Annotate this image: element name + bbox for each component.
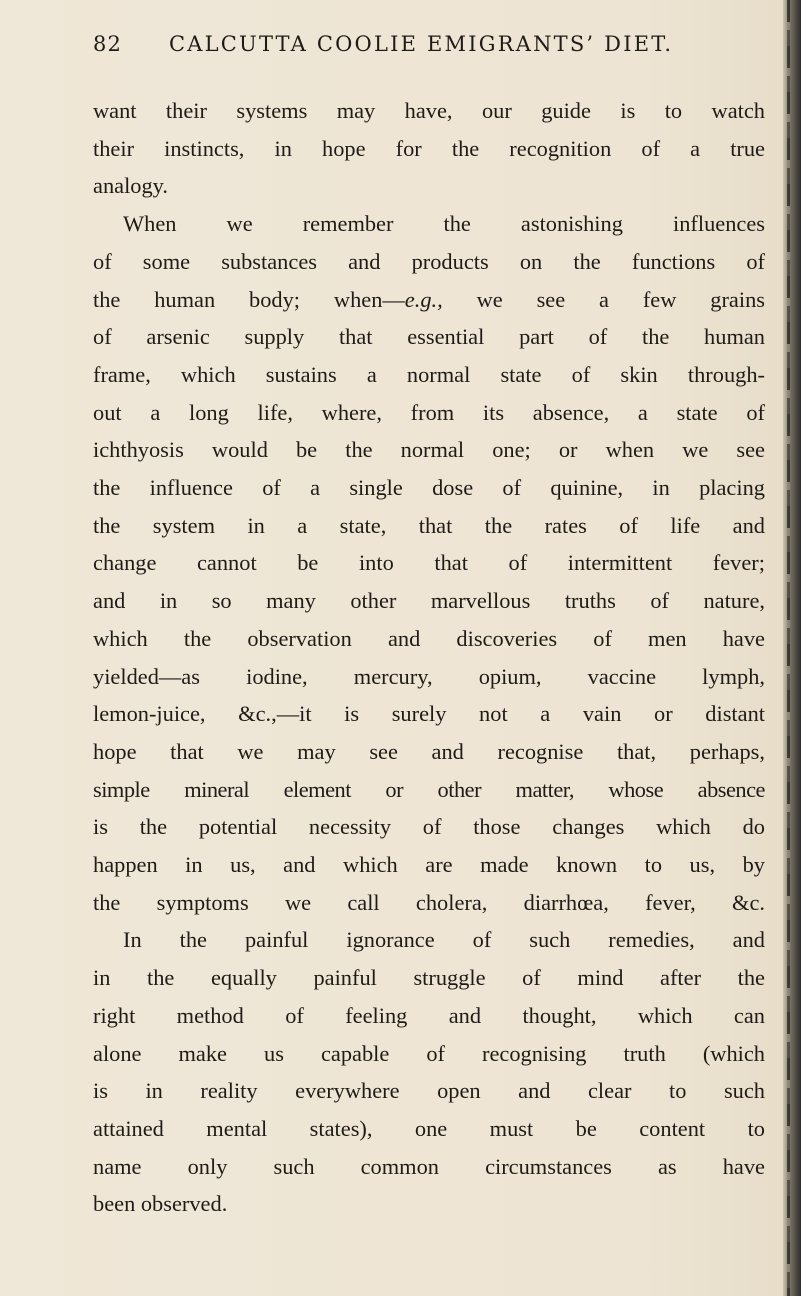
text-line: of arsenic supply that essential part of the human [93,324,765,350]
paragraph-start-line: In the painful ignorance of such remedies, and [123,927,765,953]
text-line: their instincts, in hope for the recognition of a true [93,135,765,161]
text-segment: we see a few grains [442,286,765,312]
text-line: analogy. [93,173,169,199]
page-number: 82 [93,32,123,56]
paragraph-start-line: When we remember the astonishing influences [123,211,765,237]
text-line: yielded—as iodine, mercury, opium, vaccine lymph, [93,663,765,689]
text-line: is the potential necessity of those changes which do [93,814,765,840]
text-line: in the equally painful struggle of mind after the [93,965,765,991]
text-line: alone make us capable of recognising truth (which [93,1040,765,1066]
running-title: CALCUTTA COOLIE EMIGRANTS’ DIET. [169,32,674,56]
text-line: is in reality everywhere open and clear to such [93,1078,765,1104]
italic-abbreviation: e.g., [404,286,443,312]
text-line [93,281,765,319]
text-line: been observed. [93,1191,228,1217]
text-line: out a long life, where, from its absence, a state of [93,399,765,425]
text-line: and in so many other marvellous truths of nature, [93,588,765,614]
text-line: happen in us, and which are made known to us, by [93,852,765,878]
book-spine-edge [783,0,801,1296]
text-line: of some substances and products on the functions of [93,248,765,274]
text-line: change cannot be into that of intermittent fever; [93,550,765,576]
text-line: the influence of a single dose of quinine, in placing [93,475,765,501]
text-line: the symptoms we call cholera, diarrhœa, fever, &c. [93,889,765,915]
text-line: simple mineral element or other matter, whose absence [93,776,765,802]
text-line: attained mental states), one must be content to [93,1115,765,1141]
running-header [93,32,765,62]
text-line: the system in a state, that the rates of life and [93,512,765,538]
text-line: which the observation and discoveries of men have [93,625,765,651]
text-line: lemon-juice, &c.,—it is surely not a vain or distant [93,701,765,727]
text-line: right method of feeling and thought, which can [93,1002,765,1028]
body-text [93,92,765,1223]
text-line: ichthyosis would be the normal one; or when we see [93,437,765,463]
text-line: want their systems may have, our guide is to watch [93,98,765,123]
text-line: frame, which sustains a normal state of skin through- [93,361,765,387]
text-segment: the human body; when— [93,286,405,312]
text-line: hope that we may see and recognise that, perhaps, [93,738,765,764]
text-line: name only such common circumstances as have [93,1153,765,1179]
